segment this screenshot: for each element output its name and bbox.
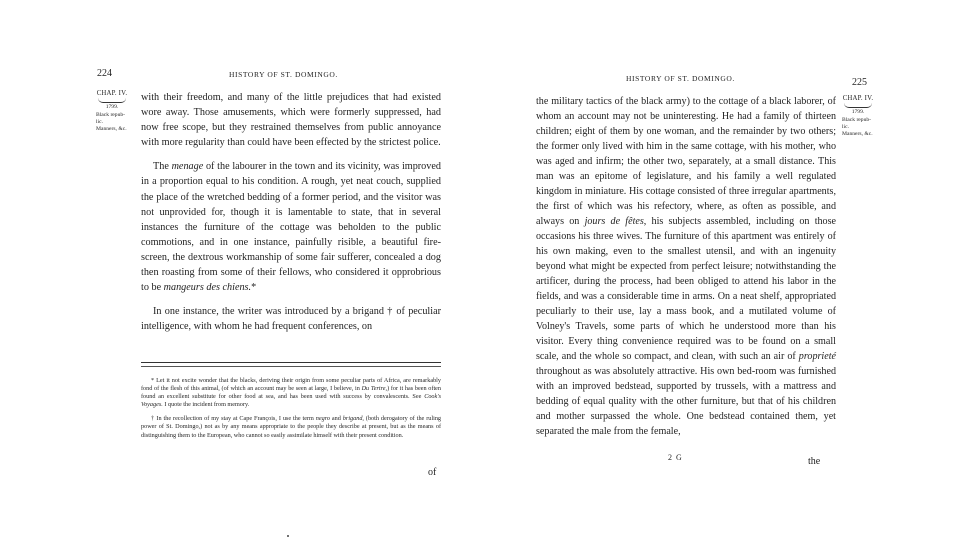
footnote-asterisk: * Let it not excite wonder that the blacks, deriving their origin from some peculiar parts of Africa, are remarkably fond of the flesh of this animal, (of which an account may be seen at large, I believe, in Du Tertre,) for it has been often found an excellent substitute for other food at sea, and has been used with success by convalescents. See Cook's Voyages. I quote the incident from memory. [141,377,442,409]
right-margin-note-black-republic: Black repub-lic. [842,117,872,130]
left-margin-chapter: CHAP. IV. [96,90,128,97]
left-margin-note-manners: Manners, &c. [96,126,127,132]
right-page [490,0,980,560]
left-margin-year: 1799. [105,103,119,110]
right-catchword: the [808,456,821,467]
left-paragraph-3: In one instance, the writer was introduced by a brigand † of peculiar intelligence, with whom he had frequent conferences, on [141,306,441,333]
right-margin-note-manners: Manners, &c. [842,131,873,137]
left-page-number: 224 [97,68,112,79]
left-italic-mangeurs: mangeurs des chiens. [163,282,252,294]
left-margin-brace [98,98,126,103]
left-running-head: HISTORY OF ST. DOMINGO. [229,70,338,79]
left-italic-menage: menage [171,161,204,173]
left-paragraph-2: The menage of the labourer in the town and its vicinity, was improved in a proportion equal to his condition. A rough, yet neat couch, supplied the place of the wretched bedding of a former period, and the visitor was not unprovided for, though it is lamentable to state, that in several instances the furniture of the cottage was beholden to the public commotions, and in one instance, painfully risible, a beautiful fire-screen, the dextrous workmanship of some fair sufferer, concealed a dog then roasting from some of their fellows, who considered it opprobrious to be mangeurs des chiens.* [141,161,441,294]
left-margin-notes [96,91,128,133]
left-footnote-rule [141,362,441,363]
scan-speck [287,535,289,537]
right-page-number: 225 [852,77,867,88]
left-catchword: of [428,467,437,478]
right-margin-notes [842,96,874,138]
left-footnote-rule-2 [141,366,441,367]
right-margin-chapter: CHAP. IV. [842,95,874,102]
right-margin-year: 1799. [851,108,865,115]
right-paragraph: the military tactics of the black army) to the cottage of a black laborer, of whom an account may not be uninteresting. He had a family of thirteen children; eight of them by one woman, and the remainder by two others; the former only lived with him in the same cottage, with his mother, who was aged and infirm; the other two, separately, at a small distance. This man was an epitome of legislature, and his family a well regulated kingdom in miniature. His cottage consisted of three irregular apartments, the first of which was his refectory, where, as often as possible, and always on jours de fêtes, his subjects assembled, including on those occasions his three wives. The furniture of this apartment was entirely of his own making, even to the smallest utensil, and with an ingenuity beyond what might be expected from perfect leisure; notwithstanding the artificer, during the process, had been obliged to attend his labor in the fields, and was a considerable time in arms. On a neat shelf, appropriated peculiarly to their use, lay a mass book, and a mutilated volume of Volney's Travels, some parts of which he understood more than his visitor. Every thing convenience required was to be found on a small scale, and the whole so compact, and clean, with such an air of proprieté throughout as was absolutely attractive. His own bed-room was furnished with an improved bedstead, supported by trussels, with a mattress and bedding of equal quality with the other furniture, but that of his children and mother surpassed the whole. One bedstead contained them, yet separated the male from the female, [536,96,837,437]
right-italic-propriete: proprieté [798,351,836,362]
signature-mark: 2 G [668,453,683,462]
left-body-text [141,90,441,334]
left-footnotes [141,377,441,440]
right-running-head: HISTORY OF ST. DOMINGO. [626,74,735,83]
right-body-text [536,94,836,439]
right-margin-brace [844,103,872,108]
right-italic-jours-de-fetes: jours de fêtes [584,216,644,227]
left-paragraph-1: with their freedom, and many of the little prejudices that had existed wore away. Those amusements, which were formerly suppressed, had now free scope, but they restrained themselves from public annoyance with more regularity than could have been effected by the strictest police. [141,92,441,149]
left-margin-note-black-republic: Black repub-lic. [96,112,126,125]
footnote-dagger: † In the recollection of my stay at Cape François, I use the term negro and brigand, (both derogatory of the ruling power of St. Domingo,) not as by any means appropriate to the people they describe at present, but as the means of distinguishing them to the European, who cannot so easily assimilate himself with their present condition. [141,415,442,439]
